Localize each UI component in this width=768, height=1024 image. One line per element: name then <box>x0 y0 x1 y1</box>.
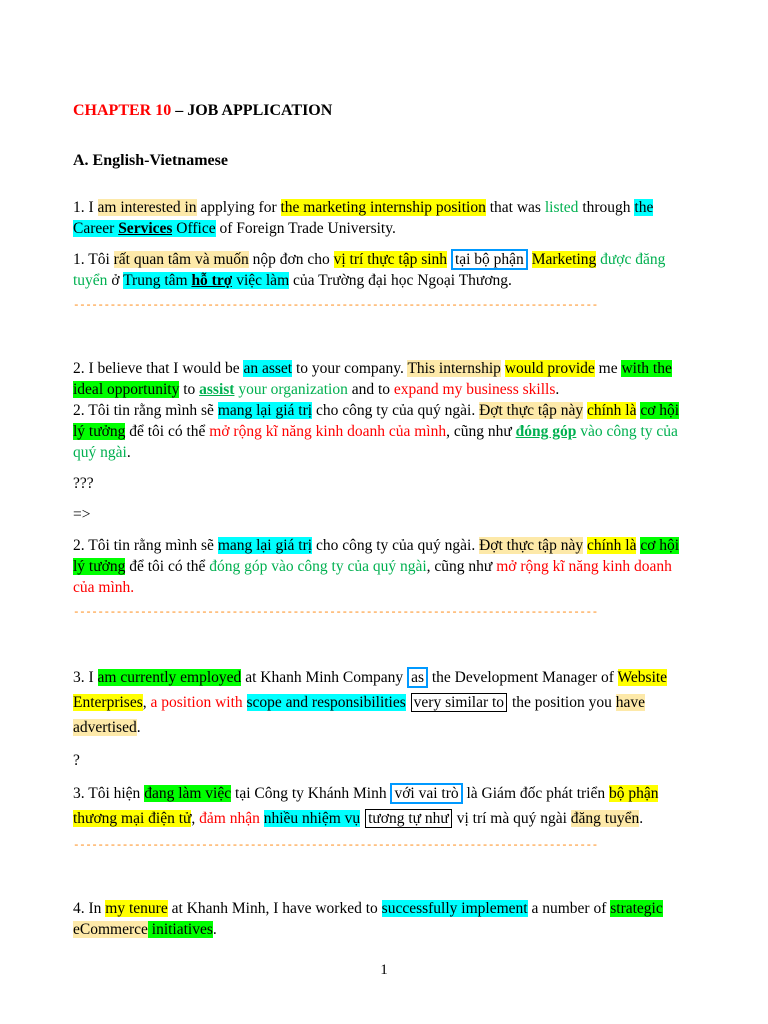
highlighted-phrase: nhiều nhiệm vụ <box>263 810 361 827</box>
chapter-number: CHAPTER 10 <box>73 102 172 119</box>
highlighted-phrase: bộ phận thương mại điện tử <box>73 785 659 827</box>
separator-line: -------------------------------------------------------------------------------------- <box>73 607 598 619</box>
highlighted-phrase: have advertised <box>73 694 645 736</box>
highlighted-phrase: very similar to <box>413 694 505 711</box>
highlighted-phrase: am interested in <box>97 199 197 216</box>
text-run: tại Công ty Khánh Minh <box>231 785 391 802</box>
text-run: . <box>555 381 560 398</box>
highlighted-phrase: Trung tâm <box>123 272 192 289</box>
text-run: cho công ty của quý ngài. <box>312 402 480 419</box>
highlighted-phrase: đang làm việc <box>144 785 232 802</box>
highlighted-phrase: Website Enterprises <box>73 669 668 711</box>
text-run: 2. Tôi tin rằng mình sẽ <box>73 402 218 419</box>
text-run: vị trí mà quý ngài <box>452 810 571 827</box>
highlighted-phrase: cơ hội lý tưởng <box>73 402 680 440</box>
paragraph-q2 <box>73 473 693 494</box>
paragraph-p1 <box>73 197 693 239</box>
paragraph-p3 <box>73 665 693 740</box>
section-heading: A. English-Vietnamese <box>73 152 228 169</box>
text-run: ở <box>107 272 124 289</box>
text-run: 4. In <box>73 900 106 917</box>
highlighted-phrase: expand my business skills <box>393 381 556 398</box>
text-run: . <box>126 444 131 461</box>
highlighted-phrase: tại bộ phận <box>454 251 524 268</box>
highlighted-phrase: hỗ trợ <box>191 272 233 289</box>
highlighted-phrase: Đợt thực tập này <box>479 402 584 419</box>
paragraph-p1v <box>73 249 693 291</box>
text-run: , <box>142 694 151 711</box>
text-run: . <box>212 921 217 938</box>
highlighted-phrase: Services <box>118 220 173 237</box>
text-run: , cũng như <box>426 558 497 575</box>
highlighted-phrase: mở rộng kĩ năng kinh doanh của mình. <box>73 558 672 596</box>
text-run <box>447 251 451 268</box>
highlighted-phrase: mang lại giá trị <box>217 537 313 554</box>
document-body <box>73 99 693 940</box>
highlighted-phrase: initiatives <box>147 921 213 938</box>
text-run: the position you <box>508 694 616 711</box>
text-run: 2. I believe that I would be <box>73 360 244 377</box>
highlighted-phrase: Marketing <box>531 251 597 268</box>
translation-pairs <box>73 197 693 940</box>
text-run: cho công ty của quý ngài. <box>312 537 480 554</box>
paragraph-arrow2 <box>73 504 693 525</box>
highlighted-phrase: cơ hội lý tưởng <box>73 537 680 575</box>
highlighted-phrase: rất quan tâm và muốn <box>113 251 249 268</box>
text-run: at Khanh Minh, I have worked to <box>167 900 382 917</box>
text-run: nộp đơn cho <box>248 251 334 268</box>
highlighted-phrase: a position with <box>150 694 243 711</box>
text-run: at Khanh Minh Company <box>241 669 408 686</box>
text-run: 3. I <box>73 669 98 686</box>
highlighted-phrase: assist <box>199 381 235 398</box>
text-run: => <box>73 506 91 523</box>
text-run <box>243 694 247 711</box>
highlighted-phrase: your organization <box>234 381 348 398</box>
text-run: a number of <box>527 900 611 917</box>
text-run: of Foreign Trade University. <box>215 220 396 237</box>
highlighted-phrase: successfully implement <box>381 900 528 917</box>
highlighted-phrase: mang lại giá trị <box>217 402 313 419</box>
text-run: 1. Tôi <box>73 251 114 268</box>
paragraph-p2r <box>73 535 693 598</box>
text-run: để tôi có thể <box>125 558 210 575</box>
highlighted-phrase: am currently employed <box>97 669 242 686</box>
separator-line: -------------------------------------------------------------------------------------- <box>73 300 598 312</box>
highlighted-phrase: vào công ty của quý ngài <box>73 423 678 461</box>
text-run: to <box>179 381 200 398</box>
text-run: , <box>191 810 200 827</box>
highlighted-phrase: đóng góp <box>515 423 577 440</box>
paragraph-p4 <box>73 898 693 940</box>
text-run <box>406 694 410 711</box>
text-run: to your company. <box>292 360 408 377</box>
text-run: 3. Tôi hiện <box>73 785 145 802</box>
text-run: that was <box>485 199 545 216</box>
highlighted-phrase: Office <box>172 220 216 237</box>
chapter-title <box>73 99 693 123</box>
highlighted-phrase: would provide <box>504 360 595 377</box>
page-number: 1 <box>380 962 388 978</box>
text-run: của Trường đại học Ngoại Thương. <box>289 272 512 289</box>
highlighted-phrase: đảm nhận <box>199 810 260 827</box>
highlighted-phrase: đóng góp vào công ty của quý ngài <box>209 558 427 575</box>
text-run <box>360 810 364 827</box>
text-run: , cũng như <box>446 423 516 440</box>
highlighted-phrase: an asset <box>243 360 293 377</box>
highlighted-phrase: listed <box>544 199 579 216</box>
highlighted-phrase: as <box>411 669 424 686</box>
paragraph-p2 <box>73 358 693 400</box>
highlighted-phrase: eCommerce <box>73 921 148 938</box>
chapter-name: – JOB APPLICATION <box>171 102 333 119</box>
separator-line: -------------------------------------------------------------------------------------- <box>73 840 598 852</box>
text-run: 2. Tôi tin rằng mình sẽ <box>73 537 218 554</box>
highlighted-phrase: với vai trò <box>394 785 459 802</box>
text-run: the Development Manager of <box>427 669 618 686</box>
paragraph-q3 <box>73 750 693 771</box>
highlighted-phrase: This internship <box>407 360 501 377</box>
highlighted-phrase: tương tự như <box>368 810 449 827</box>
text-run: me <box>594 360 622 377</box>
text-run: . <box>136 719 141 736</box>
highlighted-phrase: đăng tuyển <box>570 810 640 827</box>
text-run: . <box>639 810 644 827</box>
highlighted-phrase: việc làm <box>232 272 290 289</box>
highlighted-phrase: my tenure <box>105 900 168 917</box>
text-run: 1. I <box>73 199 98 216</box>
text-run: là Giám đốc phát triển <box>462 785 609 802</box>
highlighted-phrase: chính là <box>586 402 637 419</box>
text-run: through <box>578 199 635 216</box>
highlighted-phrase: scope and responsibilities <box>246 694 406 711</box>
text-run: applying for <box>196 199 281 216</box>
paragraph-p2v <box>73 400 693 463</box>
text-run: and to <box>347 381 394 398</box>
paragraph-p3v <box>73 781 693 831</box>
highlighted-phrase: the Career <box>73 199 654 237</box>
highlighted-phrase: chính là <box>586 537 637 554</box>
highlighted-phrase: with the ideal opportunity <box>73 360 672 398</box>
highlighted-phrase: được đăng tuyển <box>73 251 666 289</box>
highlighted-phrase: mở rộng kĩ năng kinh doanh của mình <box>209 423 447 440</box>
highlighted-phrase: the marketing internship position <box>280 199 486 216</box>
highlighted-phrase: Đợt thực tập này <box>479 537 584 554</box>
text-run: để tôi có thể <box>125 423 210 440</box>
text-run: ??? <box>73 475 94 492</box>
highlighted-phrase: vị trí thực tập sinh <box>333 251 448 268</box>
highlighted-phrase: strategic <box>610 900 663 917</box>
text-run: ? <box>73 752 80 769</box>
